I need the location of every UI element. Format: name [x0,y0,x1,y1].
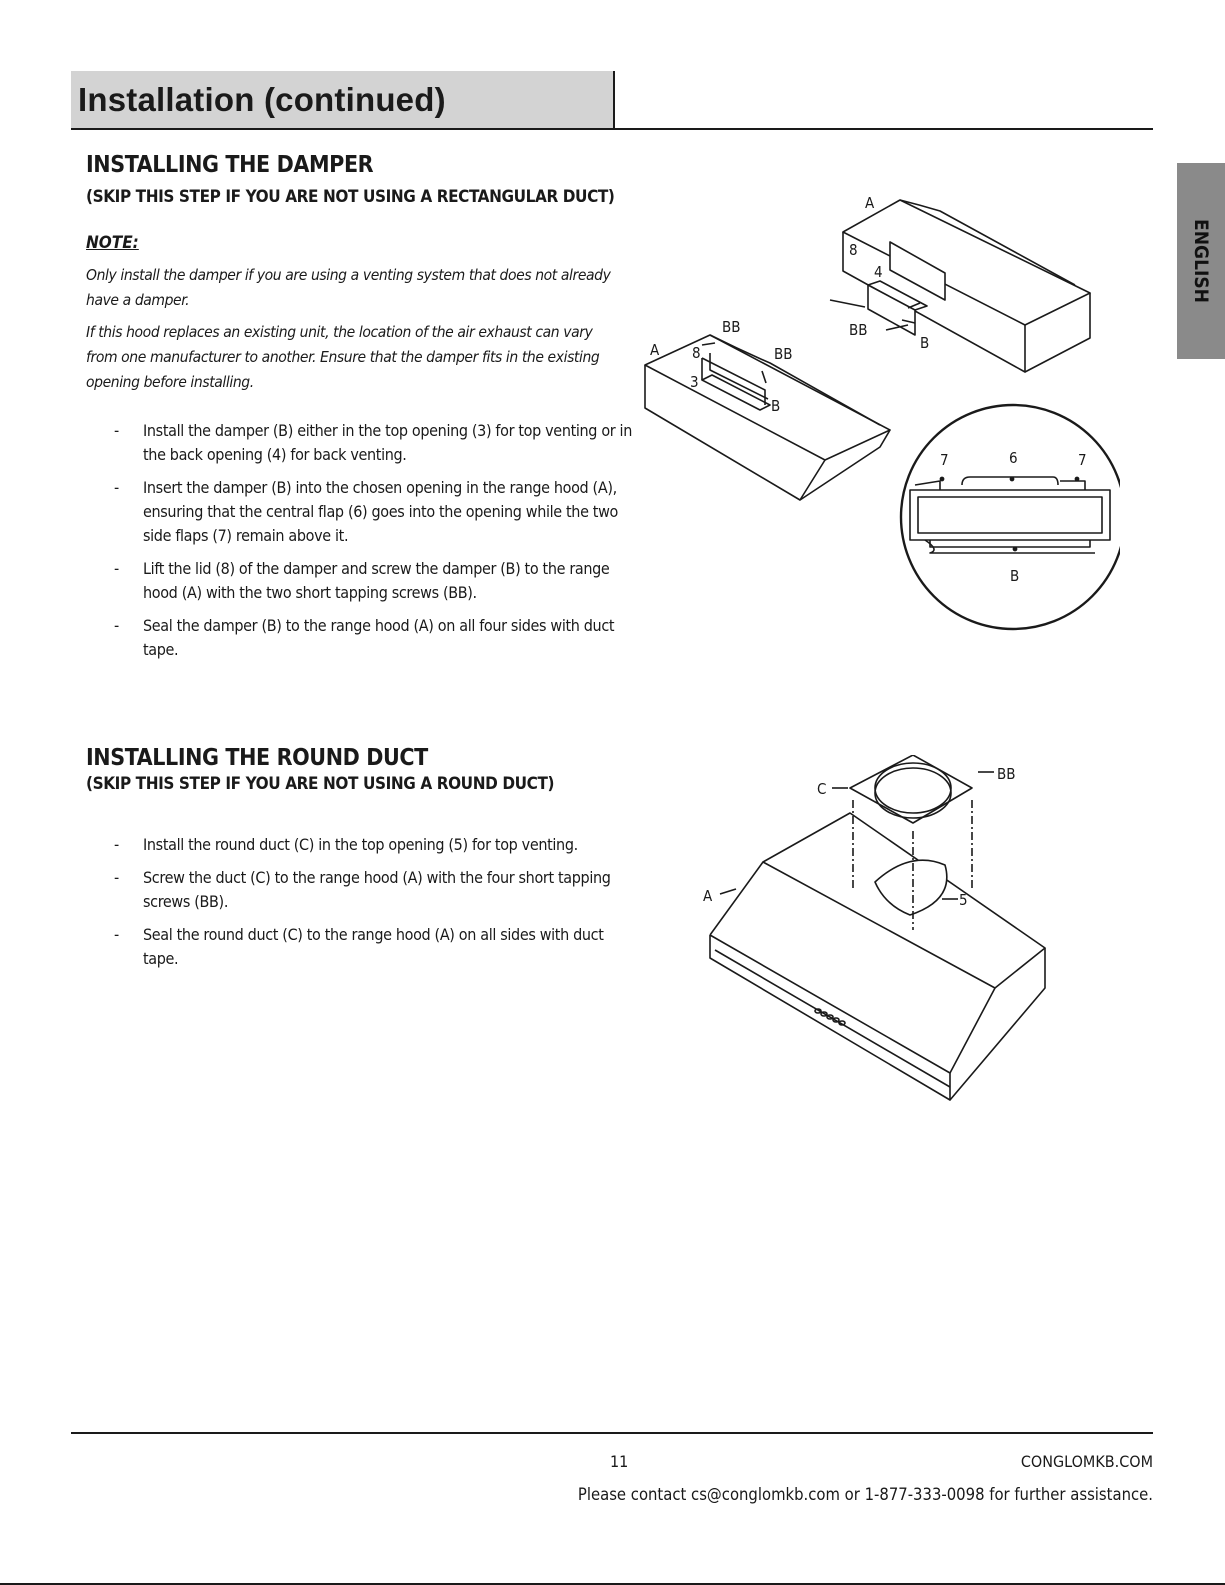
round-duct [850,755,972,823]
bullet-dash: - [114,868,119,887]
figure-label: 8 [849,241,858,259]
damper-steps [114,419,634,671]
website-link[interactable]: CONGLOMKB.COM [1020,1452,1153,1471]
footer-divider [71,1432,1153,1434]
note-paragraph: If this hood replaces an existing unit, the location of the air exhaust can vary from one manufacturer to another. Ensure that the damper fits in the existing opening before installing. [86,323,600,391]
page-header [71,71,1153,130]
list-item [114,923,634,971]
figure-label: BB [774,345,793,363]
bullet-dash: - [114,478,119,497]
figure-label: BB [997,765,1016,783]
round-duct-section-subtitle: (SKIP THIS STEP IF YOU ARE NOT USING A ROUND DUCT) [86,774,555,794]
list-item [114,419,634,467]
figure-label: BB [722,318,741,336]
figure-label: B [771,397,781,415]
page-title: Installation (continued) [78,81,446,118]
figure-label: 5 [959,891,968,909]
hood-back-vent [830,200,1090,372]
damper-section-subtitle: (SKIP THIS STEP IF YOU ARE NOT USING A RECTANGULAR DUCT) [86,187,615,207]
damper-section-title: INSTALLING THE DAMPER [86,152,374,178]
figure-label: A [865,194,875,212]
step-text: Install the damper (B) either in the top opening (3) for top venting or in the back opening (4) for back venting. [143,421,632,464]
figure-label: A [703,887,713,905]
bullet-dash: - [114,421,119,440]
figure-label: BB [849,321,868,339]
bullet-dash: - [114,925,119,944]
figure-label: 7 [940,451,949,469]
figure-label: C [817,780,827,798]
header-tab [71,71,615,128]
figure-label: 4 [874,263,883,281]
round-duct-section-title: INSTALLING THE ROUND DUCT [86,745,428,771]
step-text: Seal the damper (B) to the range hood (A) on all four sides with duct tape. [143,616,615,659]
step-text: Lift the lid (8) of the damper and screw the damper (B) to the range hood (A) with the two short tapping screws (BB). [143,559,610,602]
list-item [114,833,634,857]
bullet-dash: - [114,559,119,578]
page-number: 11 [610,1452,629,1471]
list-item [114,557,634,605]
step-text: Screw the duct (C) to the range hood (A) with the four short tapping screws (BB). [143,868,611,911]
damper-detail-zoom [901,405,1120,629]
figure-label: 8 [692,344,701,362]
bullet-dash: - [114,616,119,635]
figure-label: 6 [1009,449,1018,467]
figure-label: B [1010,567,1020,585]
list-item [114,476,634,548]
figure-label: A [650,341,660,359]
step-text: Seal the round duct (C) to the range hood (A) on all sides with duct tape. [143,925,604,968]
note-heading: NOTE: [86,233,139,253]
figure-label: 3 [690,373,699,391]
language-tab-label: ENGLISH [1190,219,1212,303]
figure-label: B [920,334,930,352]
figure-label: 7 [1078,451,1087,469]
note-paragraph: Only install the damper if you are using a venting system that does not already have a damper. [86,266,611,309]
step-text: Install the round duct (C) in the top opening (5) for top venting. [143,835,578,854]
round-duct-installation-figure [700,755,1060,1110]
round-duct-steps [114,833,634,980]
damper-installation-figure [640,185,1120,640]
bullet-dash: - [114,835,119,854]
range-hood [710,813,1045,1100]
contact-line: Please contact cs@conglomkb.com or 1-877-333-0098 for further assistance. [577,1485,1153,1504]
list-item [114,866,634,914]
list-item [114,614,634,662]
hood-top-vent [645,335,890,500]
step-text: Insert the damper (B) into the chosen opening in the range hood (A), ensuring that the central flap (6) goes into the opening while the two side flaps (7) remain above it. [143,478,618,545]
